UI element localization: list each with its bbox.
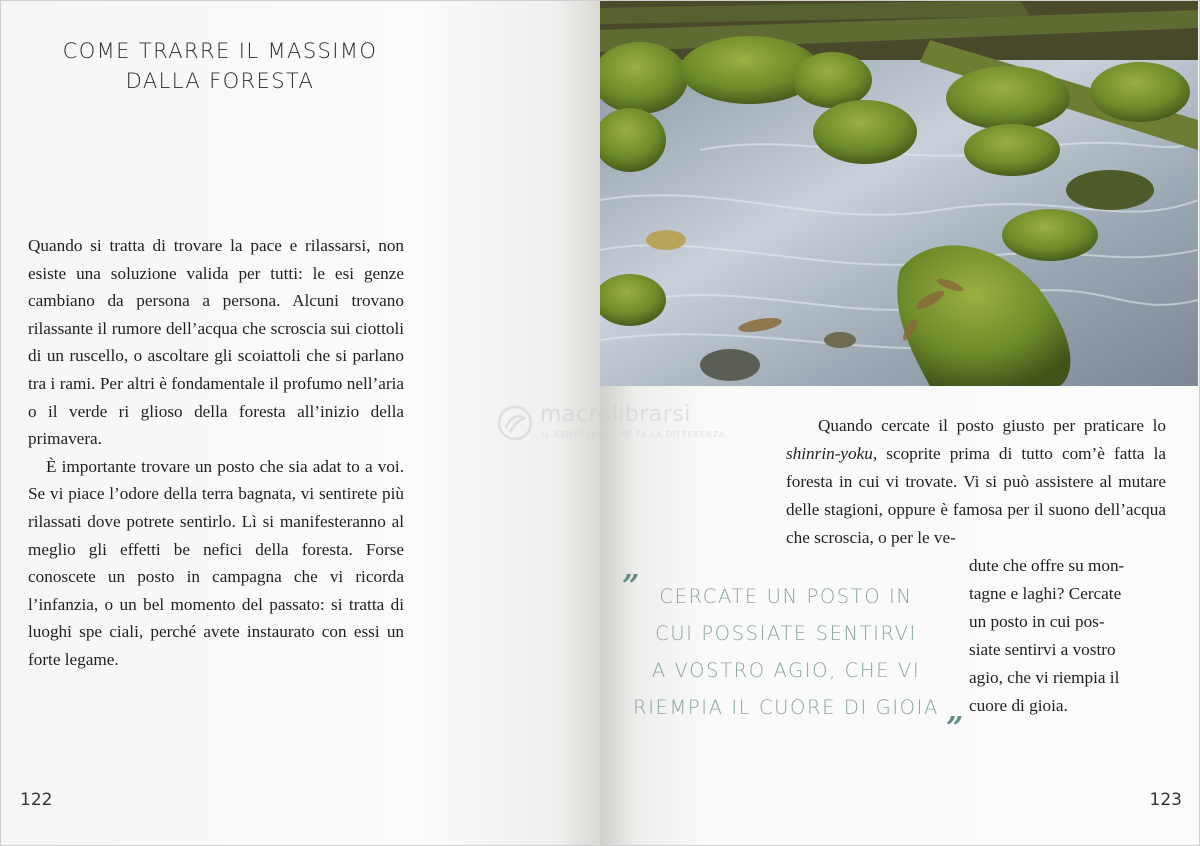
watermark-logo-icon: [496, 404, 534, 442]
italic-term: shinrin-yoku: [786, 444, 873, 463]
text-line: ciali, perché avete instaurato con essi un forte: [28, 622, 405, 669]
watermark-subtext: IL BENESSERE CHE FA LA DIFFERENZA: [542, 430, 726, 439]
text-line: nefici della foresta. Forse conoscete un posto: [28, 539, 405, 587]
right-narrow-column: [969, 552, 1166, 720]
text-run: , scoprite prima di tutto com’è fatta la foresta in cui vi trovate. Vi si può assistere al mutare delle stagioni, oppure è famosa per il suono dell’acqua che scroscia, o per le ve-: [786, 444, 1166, 547]
page-number-right: 123: [1149, 790, 1182, 810]
pull-quote-line: A VOSTRO AGIO, CHE VI: [651, 659, 921, 682]
text-line: non esiste una soluzione valida per tutti: le esi: [28, 236, 404, 283]
text-line: in campagna che vi ricorda l’infanzia, o un bel: [28, 567, 404, 614]
text-line: genze cambiano da persona a persona. Alcuni: [28, 263, 405, 311]
watermark: [496, 402, 726, 446]
text-line: un posto in cui pos-: [969, 612, 1105, 631]
chapter-title: [40, 36, 400, 96]
text-line: È importante trovare un posto che sia adat: [46, 456, 342, 476]
right-paragraph: [786, 412, 1166, 552]
text-line: scroscia sui ciottoli di un ruscello, o ascoltare: [28, 318, 404, 366]
quote-close-mark: ”: [946, 711, 964, 746]
left-paragraph-2: [28, 453, 404, 674]
forest-stream-photo: [600, 0, 1198, 386]
text-line: fondamentale il profumo nell’aria o il verde ri: [28, 373, 404, 421]
forest-stream-illustration: [600, 0, 1198, 386]
text-line: to a voi. Se vi piace l’odore della terra bagnata,: [28, 456, 404, 504]
pull-quote: [626, 578, 946, 726]
text-line: trovano rilassante il rumore dell’acqua che: [28, 291, 404, 338]
pull-quote-line: RIEMPIA IL CUORE DI GIOIA: [633, 696, 939, 719]
watermark-text: macrolibrarsi: [540, 402, 691, 427]
right-paragraph-text: [786, 412, 1166, 552]
chapter-title-line-2: DALLA FORESTA: [125, 69, 315, 93]
left-paragraph-1: [28, 232, 404, 453]
chapter-title-line-1: COME TRARRE IL MASSIMO: [62, 39, 378, 63]
text-line: siate sentirvi a vostro: [969, 640, 1116, 659]
text-line: Lì si manifesteranno al meglio gli effetti be: [28, 511, 404, 559]
text-line: momento del passato: si tratta di luoghi spe: [28, 594, 404, 642]
text-line: cuore di gioia.: [969, 696, 1068, 715]
text-line: legame.: [64, 649, 119, 669]
left-body-text: [28, 232, 404, 674]
text-line: agio, che vi riempia il: [969, 668, 1120, 687]
pull-quote-line: CERCATE UN POSTO IN: [659, 585, 913, 608]
text-line: gli scoiattoli che si parlano tra i rami. Per altri è: [28, 346, 404, 393]
text-line: dute che offre su mon-: [969, 556, 1125, 575]
text-run: Quando cercate il posto giusto per praticare lo: [818, 416, 1166, 435]
quote-open-mark: ”: [622, 569, 640, 604]
text-line: glioso della foresta all’inizio della primavera.: [28, 401, 405, 449]
pull-quote-line: CUI POSSIATE SENTIRVI: [655, 622, 917, 645]
text-line: tagne e laghi? Cercate: [969, 584, 1122, 603]
text-line: Quando si tratta di trovare la pace e rilassarsi,: [28, 236, 379, 255]
page-number-left: 122: [20, 790, 53, 810]
text-line: vi sentirete più rilassati dove potrete sentirlo.: [28, 484, 404, 531]
